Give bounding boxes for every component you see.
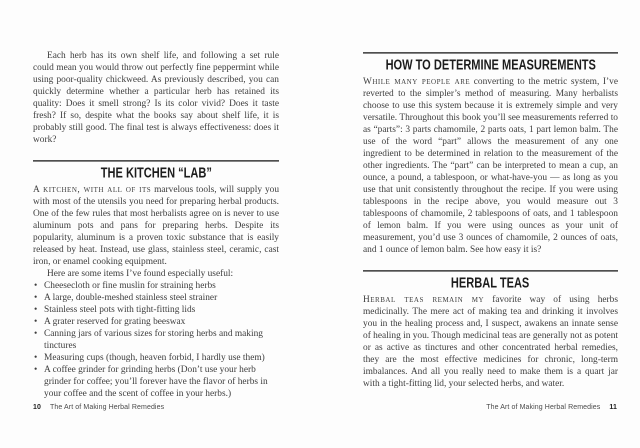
paragraph-text: favorite way of using herbs medicinally. The mere act of making tea and drinking it involves you in the healing process and, I suspect, awakens an innate sense of healing in you. Though medicinal teas are generally not as potent or as active as tinctures and other concentrated herbal remedies, they are the most effective medicines for chronic, long-term imbalances. And all you really need to make them is a quart jar with a tight-fitting lid, your selected herbs, and water. [363,295,619,389]
section-heading-kitchen-lab [33,165,279,180]
list-item: • Canning jars of various sizes for storing herbs and making tinctures [33,328,279,352]
running-title: The Art of Making Herbal Remedies [486,404,601,411]
paragraph-text: marvelous tools, will supply you with most of the utensils you need for preparing herbal products. One of the few rules that most herbalists agree on is never to use aluminum pots and pans for preparing herbs. Despite its popularity, aluminum is a proven toxic substance that is easily released by heat. Instead, use glass, stainless steel, ceramic, cast iron, or enamel cooking equipment. [33,185,280,267]
measurements-paragraph [363,76,618,256]
list-item: • A grater reserved for grating beeswax [33,316,279,328]
section-heading-text: HERBAL TEAS [451,273,530,291]
right-page [363,52,618,390]
section-heading-herbal-teas [363,275,618,290]
list-intro-line: Here are some items I’ve found especially useful: [47,269,234,279]
right-page-footer [486,404,617,411]
running-title: The Art of Making Herbal Remedies [50,404,165,411]
small-caps-lead-in: A kitchen, with all of its [33,185,152,195]
list-item: • Cheesecloth or fine muslin for straining herbs [33,280,279,292]
left-page [33,50,279,400]
small-caps-lead-in: Herbal teas remain my [363,295,485,305]
page-number: 10 [33,404,41,411]
section-heading-measurements [363,57,618,72]
kitchen-paragraph [33,184,279,268]
utensils-bullet-list [33,280,279,400]
section-divider-rule [363,52,618,54]
page-number: 11 [609,404,617,411]
section-heading-text: HOW TO DETERMINE MEASUREMENTS [385,55,596,73]
paragraph-text: converting to the metric system, I’ve reverted to the simpler’s method of measuring. Many herbalists choose to use this system because it is extremely simple and very versatile. Throughout this book you’ll see measurements referred to as “parts”: 3 parts chamomile, 2 parts oats, 1 part lemon balm. The use of the word “part” allows the measurement of any one ingredient to be determined in relation to the measurement of the other ingredients. The “part” can be interpreted to mean a cup, an ounce, a pound, a tablespoon, or what-have-you — as long as you use that unit consistently throughout the recipe. If you were using tablespoons in the recipe above, you would measure out 3 tablespoons of chamomile, 2 tablespoons of oats, and 1 tablespoon of lemon balm. If you were using ounces as your unit of measurement, you’d use 3 ounces of chamomile, 2 ounces of oats, and 1 ounce of lemon balm. See how easy it is? [363,77,618,255]
list-item: • A large, double-meshed stainless steel strainer [33,292,279,304]
list-item: • Measuring cups (though, heaven forbid, I hardly use them) [33,352,279,364]
list-item: • A coffee grinder for grinding herbs (Don’t use your herb grinder for coffee; you’ll forever have the flavor of herbs in your coffee and the scent of coffee in your herbs.) [33,364,279,400]
section-heading-text: THE KITCHEN “LAB” [100,163,212,181]
section-divider-rule [33,160,279,162]
list-item: • Stainless steel pots with tight-fitting lids [33,304,279,316]
small-caps-lead-in: While many people are [363,77,471,87]
left-page-footer [33,404,164,411]
section-divider-rule [363,270,618,272]
herbal-teas-paragraph [363,294,618,390]
intro-paragraph: Each herb has its own shelf life, and following a set rule could mean you would throw out perfectly fine peppermint while using poor-quality chickweed. As previously described, you can quickly determine whether a particular herb has retained its quality: Does it smell strong? Is its color vivid? Does it taste fresh? If so, despite what the books say about shelf life, it is probably still good. The final test is always effectiveness: does it work? [33,51,279,145]
